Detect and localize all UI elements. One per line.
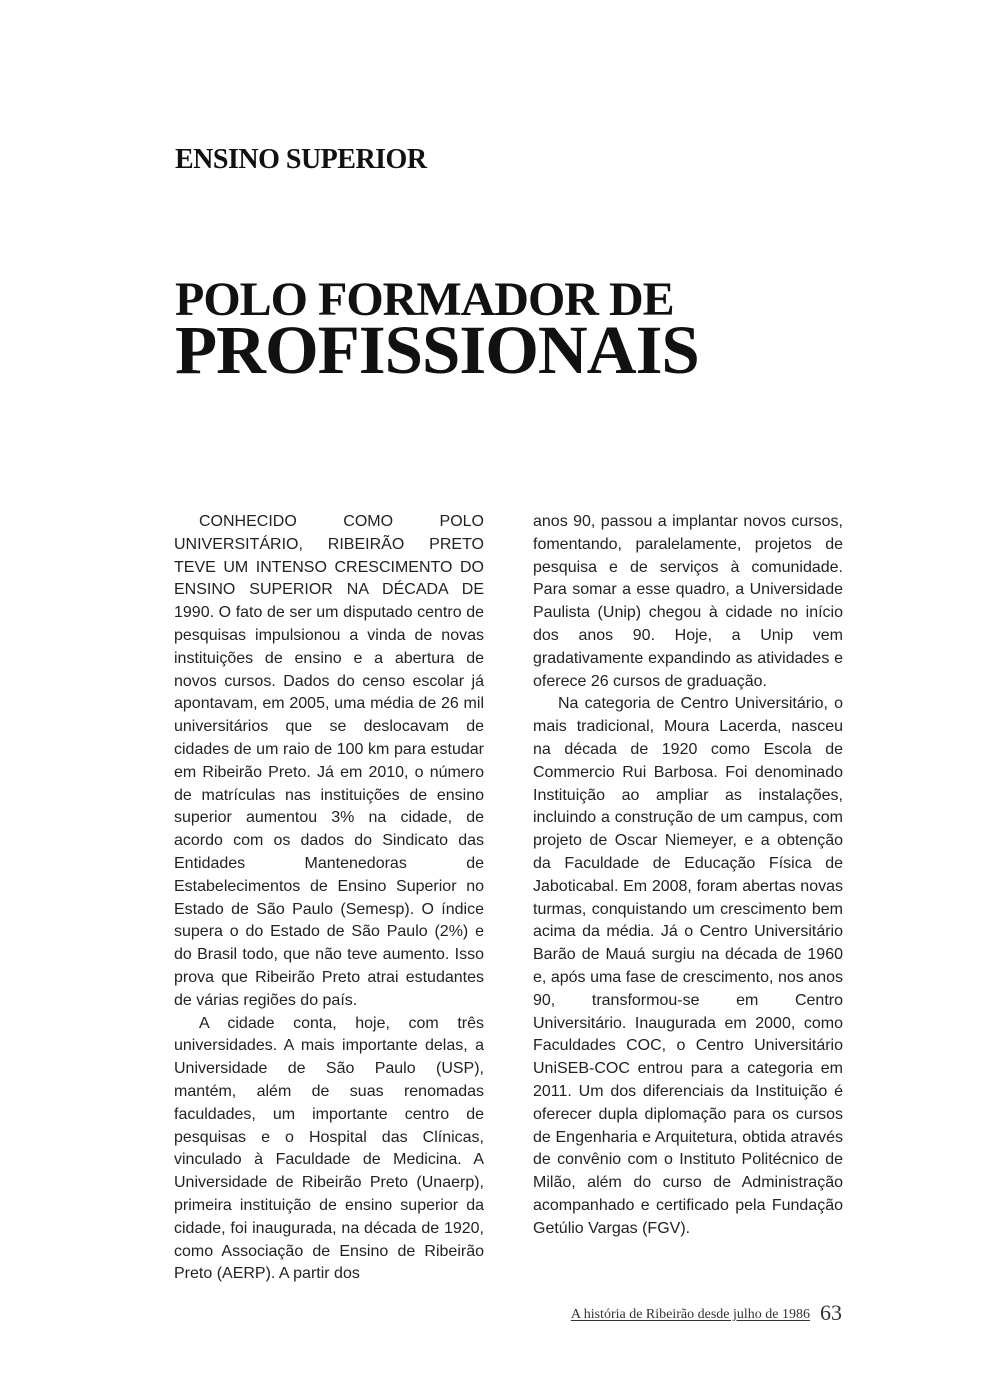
title-line-2: PROFISSIONAIS: [175, 312, 699, 388]
page-number: 63: [820, 1300, 842, 1325]
left-column: [174, 511, 484, 1286]
paragraph: Na categoria de Centro Universitário, o mais tradicional, Moura Lacerda, nasceu na década de 1920 como Escola de Commercio Rui Barbosa. Foi denominado Instituição ao ampliar as instalações, incluindo a construção de um campus, com projeto de Oscar Niemeyer, e a obtenção da Faculdade de Educação Física de Jaboticabal. Em 2008, foram abertas novas turmas, conquistando um crescimento bem acima da média. Já o Centro Universitário Barão de Mauá surgiu na década de 1960 e, após uma fase de crescimento, nos anos 90, transformou-se em Centro Universitário. Inaugurada em 2000, como Faculdades COC, o Centro Universitário UniSEB-COC entrou para a categoria em 2011. Um dos diferenciais da Instituição é oferecer dupla diplomação para os cursos de Engenharia e Arquitetura, obtida através de convênio com o Instituto Politécnico de Milão, além do curso de Administração acompanhado e certificado pela Fundação Getúlio Vargas (FGV).: [533, 695, 843, 1237]
right-column: [533, 511, 843, 1241]
page-footer: [571, 1300, 842, 1326]
section-label: ENSINO SUPERIOR: [175, 144, 427, 175]
paragraph: A cidade conta, hoje, com três universidades. A mais importante delas, a Universidade de São Paulo (USP), mantém, além de suas renomadas faculdades, um importante centro de pesquisas e o Hospital das Clínicas, vinculado à Faculdade de Medicina. A Universidade de Ribeirão Preto (Unaerp), primeira instituição de ensino superior da cidade, foi inaugurada, na década de 1920, como Associação de Ensino de Ribeirão Preto (AERP). A partir dos: [174, 1014, 484, 1283]
footer-text: A história de Ribeirão desde julho de 1986: [570, 1307, 810, 1322]
paragraph: CONHECIDO COMO POLO UNIVERSITÁRIO, RIBEIRÃO PRETO TEVE UM INTENSO CRESCIMENTO DO ENSINO SUPERIOR NA DÉCADA DE 1990. O fato de ser um disputado centro de pesquisas impulsionou a vinda de novas instituições de ensino e a abertura de novos cursos. Dados do censo escolar já apontavam, em 2005, uma média de 26 mil universitários que se deslocavam de cidades de um raio de 100 km para estudar em Ribeirão Preto. Já em 2010, o número de matrículas nas instituições de ensino superior aumentou 3% na cidade, de acordo com os dados do Sindicato das Entidades Mantenedoras de Estabelecimentos de Ensino Superior no Estado de São Paulo (Semesp). O índice supera o do Estado de São Paulo (2%) e do Brasil todo, que não teve aumento. Isso prova que Ribeirão Preto atrai estudantes de várias regiões do país.: [174, 513, 484, 1009]
paragraph: anos 90, passou a implantar novos cursos, fomentando, paralelamente, projetos de pesquisa e de serviços à comunidade. Para somar a esse quadro, a Universidade Paulista (Unip) chegou à cidade no início dos anos 90. Hoje, a Unip vem gradativamente expandindo as atividades e oferece 26 cursos de graduação.: [533, 513, 843, 690]
title-line-1: POLO FORMADOR DE: [175, 273, 674, 326]
